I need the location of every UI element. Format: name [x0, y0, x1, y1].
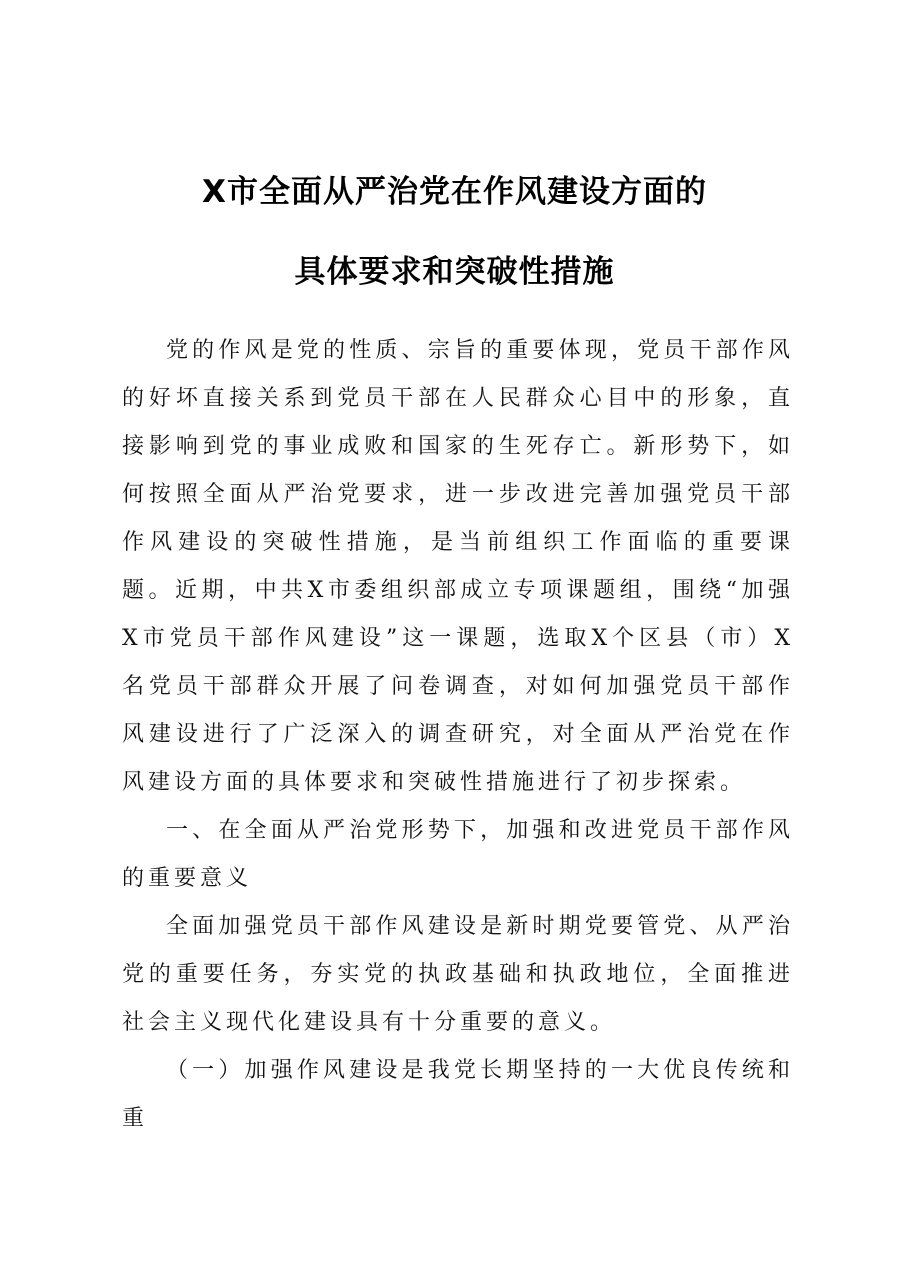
- section-paragraph-1: 全面加强党员干部作风建设是新时期党要管党、从严治党的重要任务，夯实党的执政基础和执政地位，全面推进社会主义现代化建设具有十分重要的意义。: [122, 914, 794, 1035]
- intro-paragraph: 党的作风是党的性质、宗旨的重要体现，党员干部作风的好坏直接关系到党员干部在人民群众心目中的形象，直接影响到党的事业成败和国家的生死存亡。新形势下，如何按照全面从严治党要求，进一步改进完善加强党员干部作风建设的突破性措施，是当前组织工作面临的重要课题。近期，中共X市委组织部成立专项课题组，围绕“加强X市党员干部作风建设”这一课题，选取X个区县（市）X名党员干部群众开展了问卷调查，对如何加强党员干部作风建设进行了广泛深入的调查研究，对全面从严治党在作风建设方面的具体要求和突破性措施进行了初步探索。: [122, 338, 794, 795]
- section-heading-1: 一、在全面从严治党形势下，加强和改进党员干部作风的重要意义: [122, 818, 794, 891]
- document-body: [122, 327, 794, 1143]
- subsection-heading-1: （一）加强作风建设是我党长期坚持的一大优良传统和重: [122, 1058, 794, 1131]
- document-title-line-1: X市全面从严治党在作风建设方面的: [202, 174, 707, 210]
- document-title-line-2: 具体要求和突破性措施: [294, 254, 615, 290]
